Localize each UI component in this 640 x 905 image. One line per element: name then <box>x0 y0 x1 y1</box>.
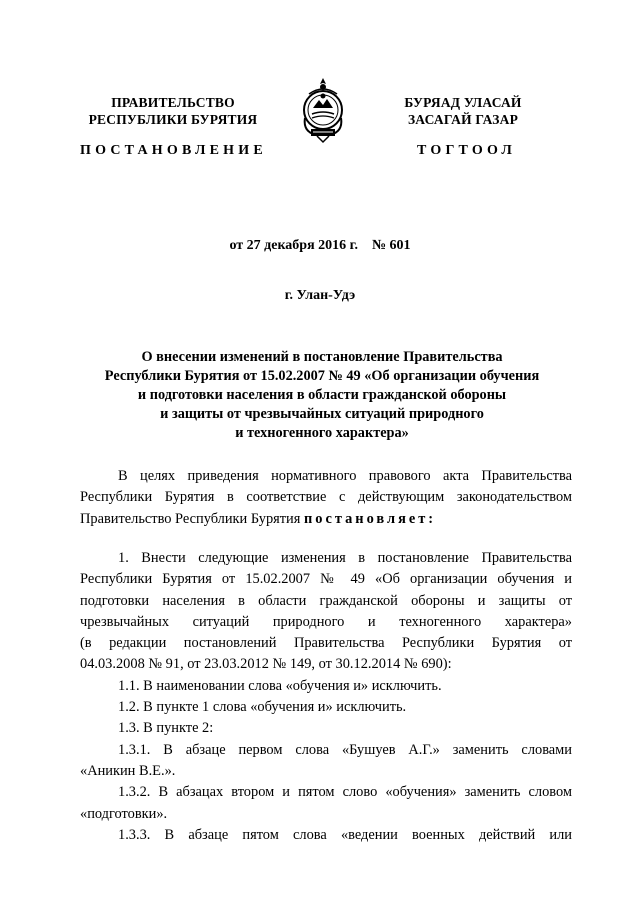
text-line: В целях приведения нормативного правового акта Правительства <box>118 468 572 484</box>
text-line: Республики Бурятия от 15.02.2007 № 49 «Об организации обучения и <box>80 571 572 588</box>
header-right-line1: БУРЯАД УЛАСАЙ <box>404 95 522 110</box>
text-line: 1.2. В пункте 1 слова «обучения и» исключить. <box>118 699 407 716</box>
title-line: О внесении изменений в постановление Правительства <box>141 349 503 365</box>
document-kind-ru: ПОСТАНОВЛЕНИЕ <box>80 143 267 158</box>
document-number: № 601 <box>371 238 411 253</box>
title-line: и подготовки населения в области гражданской обороны <box>137 387 507 403</box>
text-line: 1.3.1. В абзаце первом слова «Бушуев А.Г.» заменить словами <box>118 741 572 758</box>
text-line: 1.3.3. В абзаце пятом слова «ведении военных действий или <box>118 826 572 843</box>
dateline <box>0 238 640 254</box>
text-line: подготовки населения в области гражданской обороны и защиты от <box>80 592 572 609</box>
main-text <box>80 548 572 846</box>
document-city: г. Улан-Удэ <box>284 288 356 303</box>
preamble-paragraph <box>80 466 572 530</box>
preamble-text: Правительство Республики Бурятия <box>80 510 304 527</box>
title-line: Республики Бурятия от 15.02.2007 № 49 «Об организации обучения <box>104 368 540 384</box>
document-date: от 27 декабря 2016 г. <box>229 238 358 253</box>
text-line: (в редакции постановлений Правительства Республики Бурятия от <box>80 635 572 652</box>
text-line: 1.1. В наименовании слова «обучения и» исключить. <box>118 677 442 694</box>
title-line: и техногенного характера» <box>235 425 409 441</box>
text-line: 1.3. В пункте 2: <box>118 720 214 737</box>
text-line: 1. Внести следующие изменения в постановление Правительства <box>118 550 572 566</box>
header-left-line1: ПРАВИТЕЛЬСТВО <box>111 95 235 110</box>
header-right <box>368 94 558 128</box>
text-line: чрезвычайных ситуаций природного и техногенного характера» <box>80 613 572 630</box>
header-left <box>78 94 268 128</box>
coat-of-arms-icon <box>299 74 347 146</box>
document-kind-bua: ТОГТООЛ <box>417 143 517 158</box>
title-line: и защиты от чрезвычайных ситуаций природного <box>160 406 484 422</box>
resolves-word: постановляет: <box>303 510 437 527</box>
text-line: «Аникин В.Е.». <box>80 762 176 779</box>
text-line: 1.3.2. В абзацах втором и пятом слово «обучения» заменить словом <box>118 784 572 801</box>
document-title <box>80 348 564 443</box>
header-left-line2: РЕСПУБЛИКИ БУРЯТИЯ <box>88 112 258 127</box>
text-line: «подготовки». <box>80 805 168 822</box>
text-line: 04.03.2008 № 91, от 23.03.2012 № 149, от 30.12.2014 № 690): <box>80 656 452 673</box>
text-line: Республики Бурятия в соответствие с действующим законодательством <box>80 489 572 506</box>
text-line <box>80 509 572 530</box>
header-right-line2: ЗАСАГАЙ ГАЗАР <box>407 112 519 127</box>
